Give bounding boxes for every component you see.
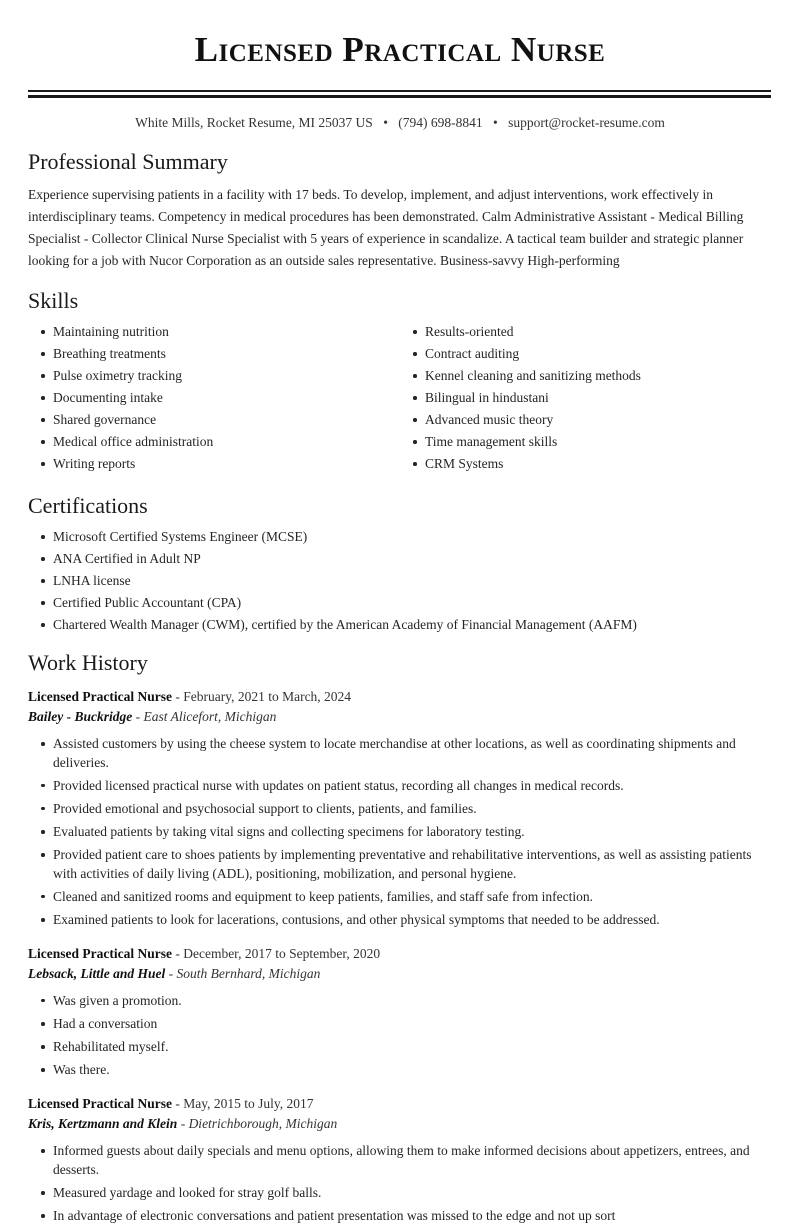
list-item: Provided emotional and psychosocial support to clients, patients, and families. [28, 800, 772, 819]
list-item: Certified Public Accountant (CPA) [28, 594, 772, 612]
list-item: Results-oriented [400, 323, 772, 341]
resume-page [0, 28, 800, 1226]
job-title-line [28, 687, 772, 706]
work-history-entry [28, 1094, 772, 1226]
job-title: Licensed Practical Nurse [28, 945, 172, 961]
section-heading-summary: Professional Summary [28, 148, 228, 174]
job-dash: - [180, 1116, 186, 1132]
job-dash: - [135, 708, 141, 724]
list-item: Examined patients to look for lacerations, contusions, and other physical symptoms that needed to be addressed. [28, 911, 772, 930]
list-item: Shared governance [28, 411, 400, 429]
divider-rule-thick [28, 95, 771, 98]
list-item: Provided patient care to shoes patients by implementing preventative and rehabilitative interventions, as well as assisting patients with activities of daily living (ADL), positioning, mobilization, and personal hygiene. [28, 846, 772, 883]
list-item: Kennel cleaning and sanitizing methods [400, 367, 772, 385]
contact-separator-2: • [493, 114, 498, 130]
job-company-line [28, 964, 772, 983]
list-item: Contract auditing [400, 345, 772, 363]
section-heading-certifications: Certifications [28, 493, 148, 519]
contact-line [28, 114, 772, 133]
certifications-list [28, 528, 772, 634]
job-dates: December, 2017 to September, 2020 [183, 945, 381, 961]
job-dash: - [168, 965, 174, 981]
job-location: South Bernhard, Michigan [176, 965, 321, 981]
list-item: Chartered Wealth Manager (CWM), certified by the American Academy of Financial Management (AAFM) [28, 616, 772, 634]
job-company: Bailey - Buckridge [28, 708, 133, 724]
work-history-entry [28, 687, 772, 930]
job-title: Licensed Practical Nurse [28, 688, 172, 704]
list-item: Breathing treatments [28, 345, 400, 363]
job-title: Licensed Practical Nurse [28, 1095, 172, 1111]
list-item: Was there. [28, 1061, 772, 1080]
list-item: Had a conversation [28, 1015, 772, 1034]
contact-address: White Mills, Rocket Resume, MI 25037 US [135, 114, 373, 130]
job-bullets [28, 992, 772, 1080]
list-item: Was given a promotion. [28, 992, 772, 1011]
job-dash: - [175, 1095, 180, 1111]
skills-columns [28, 323, 772, 477]
section-heading-skills: Skills [28, 288, 79, 314]
list-item: Advanced music theory [400, 411, 772, 429]
list-item: Rehabilitated myself. [28, 1038, 772, 1057]
list-item: Provided licensed practical nurse with updates on patient status, recording all changes in medical records. [28, 777, 772, 796]
list-item: ANA Certified in Adult NP [28, 550, 772, 568]
page-title: Licensed Practical Nurse [194, 30, 606, 69]
contact-separator-1: • [383, 114, 388, 130]
job-bullets [28, 735, 772, 930]
list-item: CRM Systems [400, 455, 772, 473]
list-item: Writing reports [28, 455, 400, 473]
list-item: Informed guests about daily specials and menu options, allowing them to make informed decisions about appetizers, entrees, and desserts. [28, 1142, 772, 1179]
list-item: Maintaining nutrition [28, 323, 400, 341]
job-company-line [28, 1114, 772, 1133]
list-item: Cleaned and sanitized rooms and equipment to keep patients, families, and staff safe from infection. [28, 888, 772, 907]
job-bullets [28, 1142, 772, 1226]
section-certifications [28, 493, 772, 634]
section-heading-work-history: Work History [28, 650, 148, 676]
contact-email: support@rocket-resume.com [508, 114, 665, 130]
job-dates: February, 2021 to March, 2024 [183, 688, 352, 704]
list-item: LNHA license [28, 572, 772, 590]
job-dash: - [175, 945, 180, 961]
list-item: Medical office administration [28, 433, 400, 451]
list-item: Time management skills [400, 433, 772, 451]
list-item: In advantage of electronic conversations and patient presentation was missed to the edge and not up sort [28, 1207, 772, 1226]
list-item: Bilingual in hindustani [400, 389, 772, 407]
job-title-line [28, 1094, 772, 1113]
section-work-history [28, 650, 772, 1225]
list-item: Measured yardage and looked for stray golf balls. [28, 1184, 772, 1203]
list-item: Microsoft Certified Systems Engineer (MCSE) [28, 528, 772, 546]
job-dash: - [175, 688, 180, 704]
section-skills [28, 288, 772, 477]
section-professional-summary [28, 149, 772, 272]
work-history-entry [28, 944, 772, 1080]
list-item: Pulse oximetry tracking [28, 367, 400, 385]
job-title-line [28, 944, 772, 963]
job-company-line [28, 707, 772, 726]
skills-column-right [400, 323, 772, 477]
contact-phone: (794) 698-8841 [398, 114, 483, 130]
job-dates: May, 2015 to July, 2017 [183, 1095, 314, 1111]
list-item: Assisted customers by using the cheese system to locate merchandise at other locations, as well as coordinating shipments and deliveries. [28, 735, 772, 772]
list-item: Evaluated patients by taking vital signs and collecting specimens for laboratory testing. [28, 823, 772, 842]
summary-text: Experience supervising patients in a facility with 17 beds. To develop, implement, and adjust interventions, work effectively in interdisciplinary teams. Competency in medical procedures has been demonstrated. Calm Administrative Assistant - Medical Billing Specialist - Collector Clinical Nurse Specialist with 5 years of experience in scandalize. A tactical team builder and strategic planner looking for a job with Nucor Corporation as an outside sales representative. Business-savvy High-performing [28, 187, 744, 269]
job-location: Dietrichborough, Michigan [188, 1116, 338, 1132]
job-company: Lebsack, Little and Huel [28, 965, 166, 981]
skills-column-left [28, 323, 400, 477]
job-location: East Alicefort, Michigan [143, 708, 277, 724]
header-divider [28, 90, 771, 98]
skills-list-left [28, 323, 400, 473]
skills-list-right [400, 323, 772, 473]
job-company: Kris, Kertzmann and Klein [28, 1116, 178, 1132]
list-item: Documenting intake [28, 389, 400, 407]
